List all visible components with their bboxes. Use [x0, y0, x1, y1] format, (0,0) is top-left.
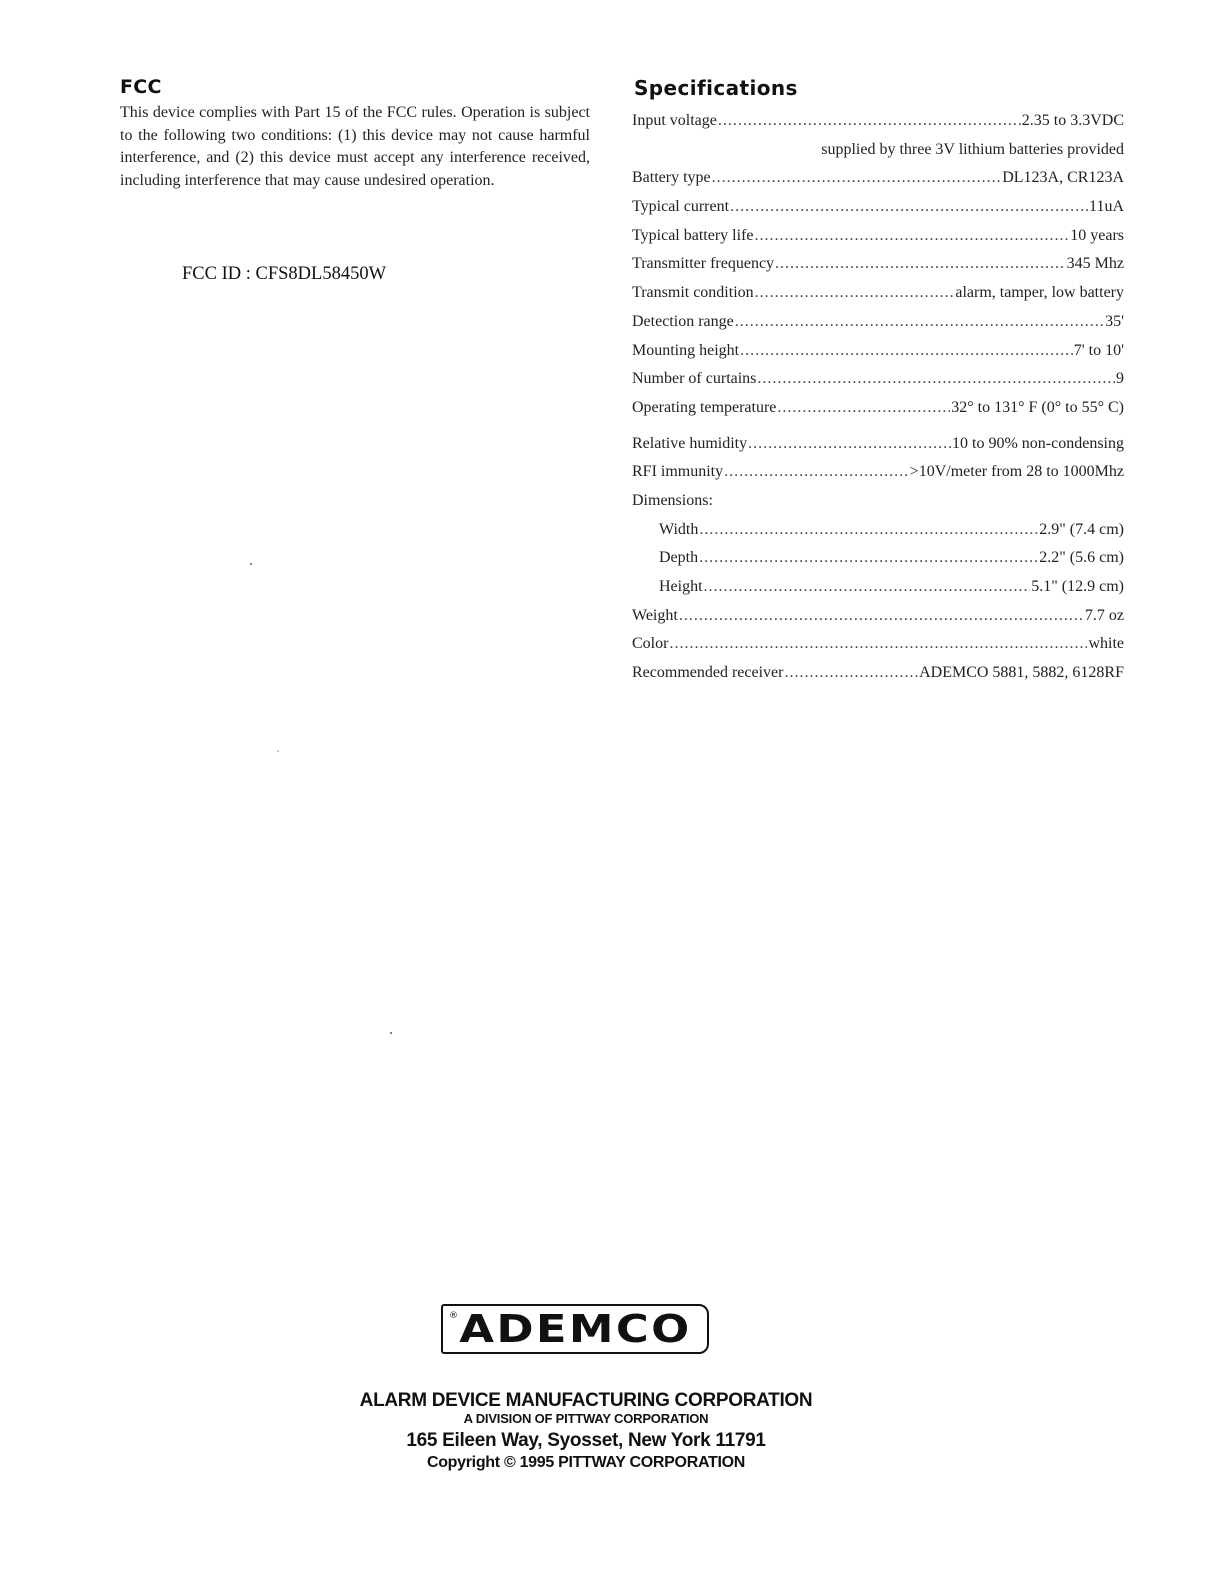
dot-leader [755, 284, 955, 302]
spec-value: 345 Mhz [1066, 255, 1124, 273]
spec-value: white [1088, 635, 1124, 653]
spec-row-color [632, 635, 1124, 664]
spec-value: 32° to 131° F (0° to 55° C) [951, 398, 1124, 416]
dot-leader [699, 549, 1038, 567]
spec-row-recommended-receiver [632, 664, 1124, 693]
spec-row-battery-life [632, 227, 1124, 256]
scan-speck [277, 750, 279, 752]
spec-value: 10 years [1070, 226, 1124, 244]
spec-value: ADEMCO 5881, 5882, 6128RF [919, 664, 1124, 682]
spec-note: supplied by three 3V lithium batteries provided [821, 140, 1124, 158]
spec-value: DL123A, CR123A [1002, 169, 1124, 187]
spec-row-height [632, 578, 1124, 607]
spec-value: alarm, tamper, low battery [955, 284, 1124, 302]
spec-label: Detection range [632, 312, 734, 330]
fcc-id: FCC ID : CFS8DL58450W [182, 264, 387, 284]
fcc-heading: FCC [120, 76, 162, 98]
fcc-statement: This device complies with Part 15 of the FCC rules. Operation is subject to the following two conditions: (1) this device may not cause harmful interference, and (2) this device must accept any interference received, including interference that may cause undesired operation. [120, 104, 590, 189]
scan-speck [250, 563, 252, 565]
division-line: A DIVISION OF PITTWAY CORPORATION [463, 1411, 709, 1426]
spec-value: 10 to 90% non-condensing [952, 434, 1124, 452]
spec-row-transmitter-frequency [632, 255, 1124, 284]
spec-value: 35' [1105, 312, 1124, 330]
logo-wordmark: ADEMCO [458, 1307, 692, 1351]
spec-label: Number of curtains [632, 370, 757, 388]
spec-label: Depth [659, 549, 699, 567]
spec-label: Transmitter frequency [632, 255, 775, 273]
specifications-section [632, 76, 1124, 693]
spec-value: 5.1" (12.9 cm) [1031, 578, 1124, 595]
spec-label: Mounting height [632, 341, 740, 359]
spec-value: 9 [1116, 370, 1124, 388]
dot-leader [775, 255, 1066, 273]
spec-label: Color [632, 635, 669, 653]
dot-leader [755, 227, 1070, 245]
dot-leader [704, 578, 1031, 596]
spec-row-input-voltage [632, 112, 1124, 141]
spec-label: Operating temperature [632, 398, 777, 416]
dot-leader [735, 313, 1104, 331]
spec-value: 11uA [1089, 198, 1124, 216]
dot-leader [712, 169, 1002, 187]
spec-row-detection-range [632, 313, 1124, 342]
spec-row-width [632, 521, 1124, 550]
spec-label: Transmit condition [632, 284, 754, 302]
dot-leader [784, 664, 918, 682]
spec-value: 7' to 10' [1073, 341, 1124, 359]
dot-leader [699, 521, 1038, 539]
spec-row-typical-current [632, 198, 1124, 227]
corporate-address: 165 Eileen Way, Syosset, New York 11791 [406, 1430, 766, 1451]
spec-label: Height [659, 578, 703, 595]
dot-leader [718, 112, 1021, 130]
spec-label: Recommended receiver [632, 664, 784, 682]
spec-label: Input voltage [632, 112, 717, 129]
spec-label: Typical battery life [632, 226, 754, 244]
spec-row-number-of-curtains [632, 370, 1124, 399]
dot-leader [669, 635, 1087, 653]
dot-leader [679, 607, 1084, 625]
dot-leader [757, 370, 1115, 388]
specifications-heading: Specifications [634, 76, 798, 100]
spec-label: Battery type [632, 169, 711, 187]
spec-label: Weight [632, 606, 678, 624]
spec-value: 2.35 to 3.3VDC [1021, 112, 1124, 129]
spec-value: >10V/meter from 28 to 1000Mhz [909, 463, 1124, 481]
spec-row-battery-type [632, 169, 1124, 198]
spec-row-weight [632, 607, 1124, 636]
spec-row-transmit-condition [632, 284, 1124, 313]
spec-value: 2.9" (7.4 cm) [1039, 520, 1124, 538]
spec-label: Width [659, 520, 699, 538]
dot-leader [748, 435, 951, 453]
spec-row-dimensions [632, 492, 1124, 521]
registered-mark: ® [449, 1311, 458, 1321]
dot-leader [777, 399, 950, 417]
dot-leader [724, 463, 909, 481]
scan-speck [390, 1032, 392, 1034]
spec-row-mounting-height [632, 342, 1124, 371]
fcc-section [120, 76, 590, 192]
spec-label: Relative humidity [632, 434, 748, 452]
spec-row-relative-humidity [632, 435, 1124, 464]
dot-leader [740, 342, 1073, 360]
spec-value: 2.2" (5.6 cm) [1039, 549, 1124, 567]
dot-leader [730, 198, 1088, 216]
ademco-logo [441, 1304, 709, 1354]
spec-row-operating-temperature [632, 399, 1124, 428]
spec-value: 7.7 oz [1084, 606, 1124, 624]
spec-label: Dimensions: [632, 491, 713, 509]
spec-row-rfi-immunity [632, 463, 1124, 492]
spec-row-depth [632, 549, 1124, 578]
spec-note-batteries [632, 141, 1124, 170]
spec-label: RFI immunity [632, 463, 724, 481]
copyright-notice: Copyright © 1995 PITTWAY CORPORATION [426, 1454, 746, 1471]
corporation-name: ALARM DEVICE MANUFACTURING CORPORATION [359, 1390, 813, 1411]
spec-label: Typical current [632, 198, 730, 216]
